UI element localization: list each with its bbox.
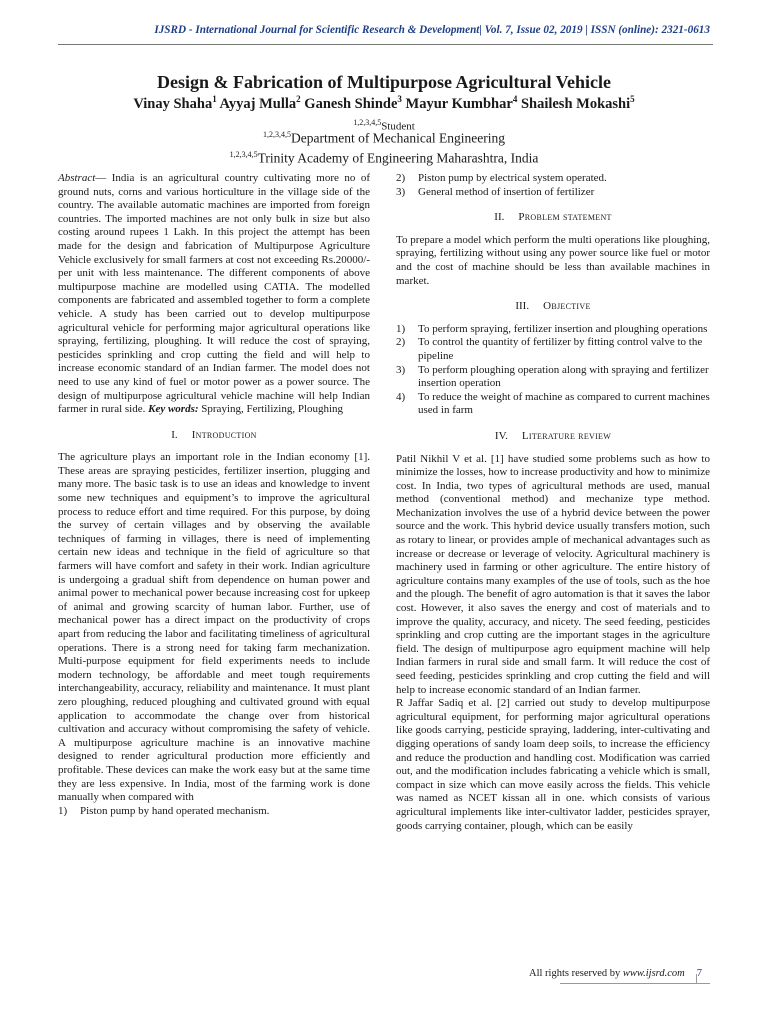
section-number: II. [494, 211, 505, 224]
section-number: III. [515, 300, 530, 313]
author-sup: 5 [630, 94, 635, 104]
site-link[interactable]: www.ijsrd.com [622, 968, 685, 979]
abstract [58, 172, 370, 417]
list-number: 1) [58, 804, 68, 817]
list-text: To reduce the weight of machine as compared to current machines used in farm [418, 390, 710, 417]
list-number: 3) [396, 363, 406, 376]
literature-paragraph: Patil Nikhil V et al. [1] have studied some problems such as how to minimize the losses, how to increase productivity and how to minimize cost. In India, two types of agricultural methods are used, manual method (conventional method) and mechanize type method. Mechanization involves the use of a hybrid device between the power source and the work. This hybrid device usually transfers motion, such as rotary to linear, or provides ample of mechanical advantages such as increase or decrease or leverage of velocity. Agricultural machinery is machinery used in farming or other agriculture. The entire history of agriculture contains many examples of the use of tools, such as the hoe and the plough. The benefit of agro automation is that it saves the labor cost. However, it also saves the energy and cost of materials and to improve the quality, accuracy, and nicety. The seed feeding, pesticides sprinkling and crop cutting are the important stages in the agriculture field. The design of multipurpose agro equipment machine will help Indian farmers in rural side and small farm. It will reduce the cost of seed feeding, pesticides sprinkling and crop cutting the field and will help to increase economic standard of an Indian farmer. [396, 452, 710, 696]
author-name: Mayur Kumbhar [405, 95, 513, 112]
section-title: Problem statement [518, 211, 612, 224]
author-name: Vinay Shaha [133, 95, 213, 112]
aff-text: Department of Mechanical Engineering [290, 130, 506, 146]
aff-sup: 1,2,3,4,5 [229, 150, 258, 159]
right-column [396, 172, 710, 833]
continued-list [396, 172, 710, 199]
list-item [396, 323, 710, 337]
section-heading-introduction [58, 429, 370, 443]
section-number: I. [171, 428, 178, 441]
section-title: Literature review [521, 429, 612, 442]
abstract-label: Abstract [58, 172, 96, 184]
aff-sup: 1,2,3,4,5 [262, 130, 291, 139]
section-title: Introduction [191, 428, 257, 441]
page-number: 7 [696, 968, 702, 979]
affiliation-institute [0, 150, 768, 167]
section-heading-problem-statement [396, 211, 710, 225]
author-sup: 2 [296, 94, 301, 104]
affiliation-department [0, 130, 768, 147]
section-heading-literature-review [396, 430, 710, 444]
problem-paragraph: To prepare a model which perform the multi operations like ploughing, spraying, fertilizing without using any power source like fuel or motor and the cost of machine should be less than available machines in market. [396, 233, 710, 287]
aff-sup: 1,2,3,4,5 [353, 118, 382, 127]
page-footer [529, 968, 702, 979]
intro-list [58, 805, 370, 819]
list-number: 1) [396, 322, 406, 335]
footer-rule [560, 983, 710, 984]
author-sup: 1 [212, 94, 217, 104]
left-column [58, 172, 370, 818]
list-item [396, 186, 710, 200]
keywords-label: Key words: [148, 403, 199, 416]
aff-text: Trinity Academy of Engineering Maharashtra, India [257, 150, 539, 166]
list-text: Piston pump by hand operated mechanism. [80, 804, 270, 817]
list-item [396, 364, 710, 391]
author-sup: 3 [397, 94, 402, 104]
author-name: Ayyaj Mulla [219, 95, 297, 112]
objective-list [396, 323, 710, 418]
list-text: To control the quantity of fertilizer by fitting control valve to the pipeline [418, 336, 703, 362]
rights-text: All rights reserved by [529, 968, 623, 979]
footer-tick [696, 974, 697, 983]
list-number: 2) [396, 172, 406, 184]
list-text: To perform spraying, fertilizer insertion and ploughing operations [418, 322, 708, 335]
section-number: IV. [494, 429, 508, 442]
list-number: 3) [396, 185, 406, 198]
author-name: Shailesh Mokashi [520, 95, 631, 112]
section-heading-objective [396, 300, 710, 314]
keywords-text: Spraying, Fertilizing, Ploughing [198, 403, 344, 416]
list-item [58, 805, 370, 819]
literature-paragraph: R Jaffar Sadiq et al. [2] carried out study to develop multipurpose agricultural equipment, for performing major agricultural operations like goods carrying, pesticide spraying, laddering, inter-cultivating and digging operations of sandy loam deep soils, to increase the efficiency and reduce the production and handling cost. Modification was carried out, and the modification includes fabricating a vehicle which is small, compact in size which can move easily across the fields. This vehicle was named as NCET kissan all in one. which consists of various agricultural implements like inter-cultivator ladder, pesticides sprayer, goods carrying container, plough, which can be easily [396, 697, 710, 832]
header-rule [58, 44, 713, 45]
author-sup: 4 [512, 94, 518, 104]
list-item [396, 336, 710, 363]
author-list [0, 94, 768, 113]
list-text: To perform ploughing operation along with spraying and fertilizer insertion operation [418, 363, 709, 390]
list-text: Piston pump by electrical system operated. [418, 172, 607, 184]
journal-header: IJSRD - International Journal for Scientific Research & Development| Vol. 7, Issue 02, 2019 | ISSN (online): 2321-0613 [154, 24, 710, 36]
intro-paragraph: The agriculture plays an important role in the Indian economy [1]. These areas are spraying pesticides, fertilizer insertion, plugging and many more. The basic task is to use an ideas and knowledge to invent some new techniques and equipment’s to improve the agricultural process to reduce effort and time required. For this purpose, by doing the survey of certain villages and by observing the available techniques of farming in villages, there is need of implementing certain new ideas and technique in the field of agriculture so that farmers will have comfort and safety in their work. Indian agriculture is undergoing a gradual shift from dependence on human power and animal power to mechanical power because increasing cost for upkeep of animal and growing scarcity of human labor. Further, use of mechanical power has a direct impact on the productivity of crops apart from reducing the labor and facilitating timeliness of agricultural operations. There is a strong need for taking farm mechanization. Multi-purpose equipment for field experiments needs to include modern technology, be affordable and meet tough requirements interchangeability, accuracy, reliability and maintenance. It must plant zero ploughing, reduced ploughing and cultivated ground with equal application to accommodate the change over from historical cultivation and accuracy without compromising the safety of vehicle. A multipurpose agriculture machine is an innovative machine designed to render agricultural production more efficiently and profitable. These devices can make the work easy but at the same time they are less expensive. In India, most of the farming work is done manually when compared with [58, 451, 370, 804]
list-text: General method of insertion of fertilizer [418, 185, 595, 198]
list-item [396, 391, 710, 418]
aff-text: Student [381, 120, 415, 133]
list-number: 4) [396, 390, 406, 403]
author-name: Ganesh Shinde [304, 95, 398, 112]
abstract-text: — India is an agricultural country cultivating more no of ground nuts, corns and various horticulture in the village side of the country. The available automatic machines are imported from foreign countries. The imported machines are not only bulk in size but also costing around rupees 1 Lakh. In this project the attempt has been made for the design and fabrication of Multipurpose Agriculture Vehicle exclusively for small farmers at cost not exceeding Rs.20000/- per unit with less maintenance. The different components of above multipurpose machine are modelled using CATIA. The modelled components are fabricated and assembled together to form a complete vehicle. A study has been carried out to develop multipurpose agricultural vehicle for performing major agricultural operations like spraying, fertilizing, ploughing. It will reduce the cost of spraying, pesticides sprinkling and crop cutting the field and will help to increase economic standard of an Indian farmer. The model does not need to use any kind of fuel or motor power as a power source. The design of multipurpose agricultural vehicle machine will help Indian farmer in rural side. [58, 172, 370, 416]
list-number: 2) [396, 336, 406, 349]
list-item [396, 172, 710, 186]
paper-title: Design & Fabrication of Multipurpose Agricultural Vehicle [157, 72, 611, 92]
section-title: Objective [543, 300, 591, 313]
